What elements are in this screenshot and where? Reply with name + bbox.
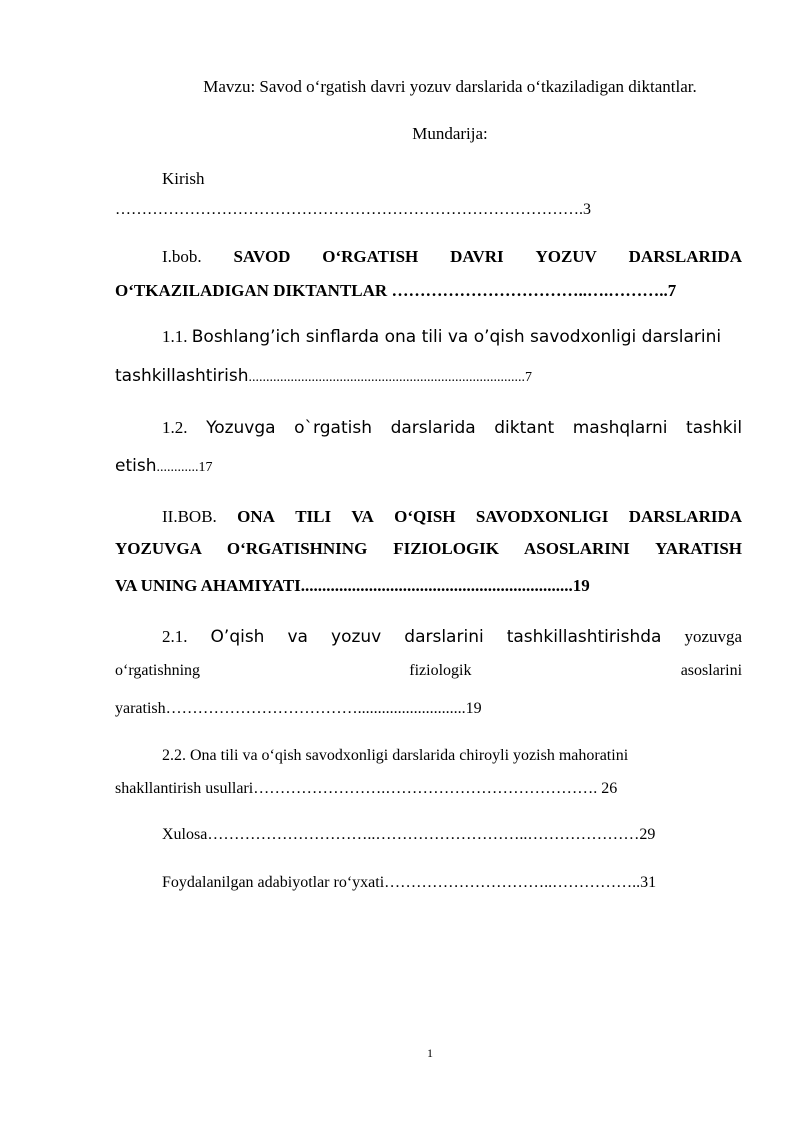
toc-chapter1-word: SAVOD [233, 247, 291, 266]
toc-chapter2-line2: YOZUVGA O‘RGATISHNING FIZIOLOGIK ASOSLARINI YARATISH [115, 539, 742, 558]
toc-chapter2-word: O‘QISH [394, 507, 456, 526]
toc-section-word: yozuvga [684, 627, 743, 646]
toc-section-word: tashkil [686, 418, 743, 438]
toc-chapter2-line3: VA UNING AHAMIYATI................................................................19 [115, 576, 590, 595]
toc-conclusion: Xulosa…………………………..………………………..…………………29 [162, 826, 656, 843]
toc-references: Foydalanilgan adabiyotlar ro‘yxati…………………………..……………..31 [162, 874, 657, 891]
toc-section-word: Yozuvga [206, 418, 276, 438]
toc-section-1-2-line2 [115, 456, 212, 476]
toc-section-2-2-line2: shakllantirish usullari…………………….…………………………………. 26 [115, 780, 618, 797]
toc-chapter2-prefix: II.BOB. [162, 507, 217, 526]
toc-section-number: 2.1. [162, 627, 188, 646]
toc-section-1-1-line2 [115, 366, 532, 386]
toc-section-number: 1.1. [162, 327, 188, 346]
toc-leader: ...............................................................................7 [248, 370, 533, 385]
toc-section-1-2-line1 [162, 418, 742, 438]
toc-chapter2-word: VA [351, 507, 374, 526]
toc-section-word: tashkillashtirishda [506, 627, 662, 647]
toc-section-word: O’qish [210, 627, 265, 647]
toc-section-word: o‘rgatishning [115, 662, 201, 679]
toc-section-title: tashkillashtirish [115, 366, 249, 386]
toc-section-2-1-line2 [115, 662, 742, 680]
toc-chapter1-word: DARSLARIDA [628, 247, 742, 266]
toc-section-word: mashqlarni [572, 418, 668, 438]
toc-chapter1-word: O‘RGATISH [322, 247, 419, 266]
toc-section-1-1-line1 [162, 327, 721, 347]
document-title: Mavzu: Savod o‘rgatish davri yozuv darslarida o‘tkaziladigan diktantlar. [203, 77, 697, 96]
toc-chapter1-line1 [162, 247, 742, 267]
toc-intro-leader: …………………………………………………………………………….3 [115, 201, 591, 218]
toc-intro-label: Kirish [162, 169, 205, 188]
toc-section-word: o`rgatish [294, 418, 372, 438]
toc-chapter2-word: DARSLARIDA [628, 507, 743, 526]
toc-section-title: etish [115, 456, 157, 476]
toc-chapter2-word: SAVODXONLIGI [475, 507, 609, 526]
toc-section-word: yozuv [331, 627, 382, 647]
toc-section-word: darslarini [404, 627, 484, 647]
toc-section-title: Boshlang’ich sinflarda ona tili va o’qish savodxonligi darslarini [191, 327, 722, 347]
toc-section-number: 1.2. [162, 418, 188, 437]
toc-section-2-2-line1: 2.2. Ona tili va o‘qish savodxonligi darslarida chiroyli yozish mahoratini [162, 747, 629, 764]
toc-section-2-1-line1 [162, 627, 742, 647]
toc-section-word: darslarida [390, 418, 476, 438]
page-number: 1 [427, 1046, 433, 1060]
toc-section-word: va [287, 627, 308, 647]
toc-section-word: asoslarini [680, 662, 743, 679]
toc-section-word: diktant [494, 418, 555, 438]
toc-section-word: fiziologik [409, 662, 472, 679]
toc-chapter2-word: ONA [237, 507, 275, 526]
toc-section-2-1-line3: yaratish………………………………...........................19 [115, 700, 482, 717]
contents-heading: Mundarija: [412, 124, 488, 143]
toc-leader: ............17 [156, 460, 213, 475]
toc-chapter1-prefix: I.bob. [162, 247, 202, 266]
toc-chapter1-word: YOZUV [535, 247, 597, 266]
toc-chapter2-word: TILI [295, 507, 332, 526]
toc-chapter2-line1 [162, 507, 742, 527]
toc-chapter1-word: DAVRI [450, 247, 504, 266]
toc-chapter1-line2: O‘TKAZILADIGAN DIKTANTLAR ……………………………..….………..7 [115, 281, 677, 300]
